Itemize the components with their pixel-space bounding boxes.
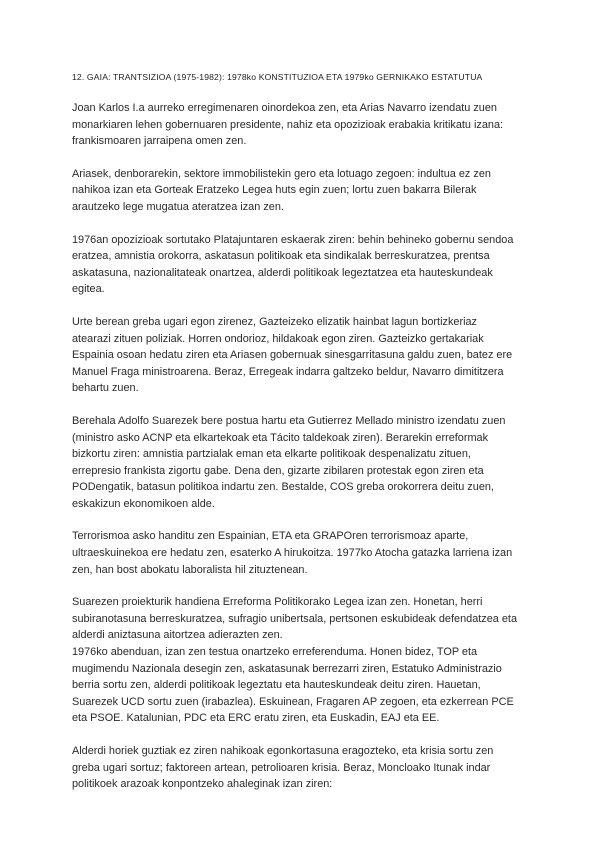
paragraph-9	[72, 743, 534, 793]
paragraph-2	[72, 166, 534, 216]
paragraph-line: mugimendu Nazionala desegin zen, askatasunak berrezarri ziren, Estatuko Administrazio	[72, 662, 502, 675]
paragraph-line: atearazi zituen poliziak. Horren ondorioz, hildakoak egon ziren. Gazteizko gertakariak	[72, 332, 484, 345]
paragraph-line: Suarezek UCD sortu zuen (irabazlea). Eskuinean, Fragaren AP zegoen, eta ezkerrean PCE	[72, 695, 514, 708]
paragraph-line: Berehala Adolfo Suarezek bere postua hartu eta Gutierrez Mellado ministro izendatu zuen	[72, 414, 506, 427]
paragraph-3	[72, 232, 534, 298]
paragraph-7	[72, 594, 534, 644]
paragraph-line: Urte berean greba ugari egon zirenez, Gazteizeko elizatik hainbat lagun bortizkeriaz	[72, 315, 478, 328]
paragraph-line: zen, han bost abokatu laboralista hil zituztenean.	[72, 563, 308, 576]
paragraph-line: frankismoaren jarraipena omen zen.	[72, 135, 247, 148]
paragraph-line: errepresio frankista zigortu gabe. Dena den, gizarte zibilaren protestak egon ziren eta	[72, 464, 484, 477]
paragraph-8	[72, 644, 534, 727]
paragraph-line: alderdi aniztasuna aitortzea adierazten zen.	[72, 629, 283, 642]
paragraph-line: 1976ko abenduan, izan zen testua onartzeko erreferenduma. Honen bidez, TOP eta	[72, 646, 478, 659]
paragraph-line: subiranotasuna berreskuratzea, sufragio unibertsala, pertsonen eskubideak defendatzea eta	[72, 612, 517, 625]
paragraph-line: eskakizun ekonomikoen alde.	[72, 497, 215, 510]
paragraph-line: bizkortu ziren: amnistia partzialak eman eta elkarte politikoak despenalizatu zituen,	[72, 448, 471, 461]
paragraph-line: egitea.	[72, 283, 105, 296]
paragraph-line: berria sortu zen, alderdi politikoak legeztatu eta hauteskundeak deitu ziren. Hauetan,	[72, 679, 481, 692]
paragraph-line: politikoek arazoak konpontzeko ahaleginak izan ziren:	[72, 778, 333, 791]
paragraph-line: monarkiaren lehen gobernuaren presidente, nahiz eta opozizioak erabakia kritikatu izana:	[72, 118, 504, 131]
paragraph-line: Manuel Fraga ministroarena. Beraz, Erregeak indarra galtzeko beldur, Navarro dimititzera	[72, 365, 504, 378]
document-heading: 12. GAIA: TRANTSIZIOA (1975-1982): 1978ko KONSTITUZIOA ETA 1979ko GERNIKAKO ESTATUTUA	[72, 72, 483, 82]
paragraph-line: ultraeskuinekoa ere hedatu zen, esaterko A hirukoitza. 1977ko Atocha gatazka larriena izan	[72, 547, 513, 560]
paragraph-line: Suarezen proiekturik handiena Erreforma Politikorako Legea izan zen. Honetan, herri	[72, 596, 483, 609]
paragraph-line: PODengatik, batasun politikoa indartu zen. Bestalde, COS greba orokorrera deitu zuen,	[72, 481, 494, 494]
paragraph-line: Alderdi horiek guztiak ez ziren nahikoak egonkortasuna eragozteko, eta krisia sortu zen	[72, 745, 494, 757]
paragraph-6	[72, 528, 534, 578]
paragraph-line: behartu zuen.	[72, 382, 139, 395]
paragraph-line: Ariasek, denborarekin, sektore immobilistekin gero eta lotuago zegoen: indultua ez zen	[72, 167, 491, 180]
paragraph-line: Espainia osoan hedatu ziren eta Ariasen gobernuak sinesgarritasuna galdu zuen, batez ere	[72, 349, 513, 362]
paragraph-line: greba ugari sortuz; faktoreen artean, petrolioaren krisia. Beraz, Moncloako Itunak indar	[72, 761, 491, 774]
document-page	[72, 70, 534, 809]
paragraph-line: (ministro asko ACNP eta elkartekoak eta Tácito taldekoak ziren). Berarekin erreformak	[72, 431, 489, 444]
paragraph-line: arautzeko lege mugatua ateratzea izan zen.	[72, 200, 284, 213]
paragraph-line: askatasuna, nazionalitateak onartzea, alderdi politikoak legeztatzea eta hauteskundeak	[72, 266, 493, 279]
paragraph-4	[72, 314, 534, 397]
paragraph-line: 1976an opozizioak sortutako Platajuntaren eskaerak ziren: behin behineko gobernu sendoa	[72, 233, 514, 246]
paragraph-5	[72, 413, 534, 513]
paragraph-line: eratzea, amnistia orokorra, askatasun politikoak eta sindikalak berreskuratzea, prentsa	[72, 250, 490, 263]
paragraph-line: eta PSOE. Katalunian, PDC eta ERC eratu ziren, eta Euskadin, EAJ eta EE.	[72, 712, 440, 725]
paragraph-line: nahikoa izan eta Gorteak Eratzeko Legea huts egin zuen; lortu zuen bakarra Bilerak	[72, 184, 477, 197]
paragraph-line: Joan Karlos I.a aurreko erregimenaren oinordekoa zen, eta Arias Navarro izendatu zuen	[72, 102, 497, 114]
paragraph-1	[72, 100, 534, 150]
paragraph-line: Terrorismoa asko handitu zen Espainian, ETA eta GRAPOren terrorismoaz aparte,	[72, 530, 469, 543]
